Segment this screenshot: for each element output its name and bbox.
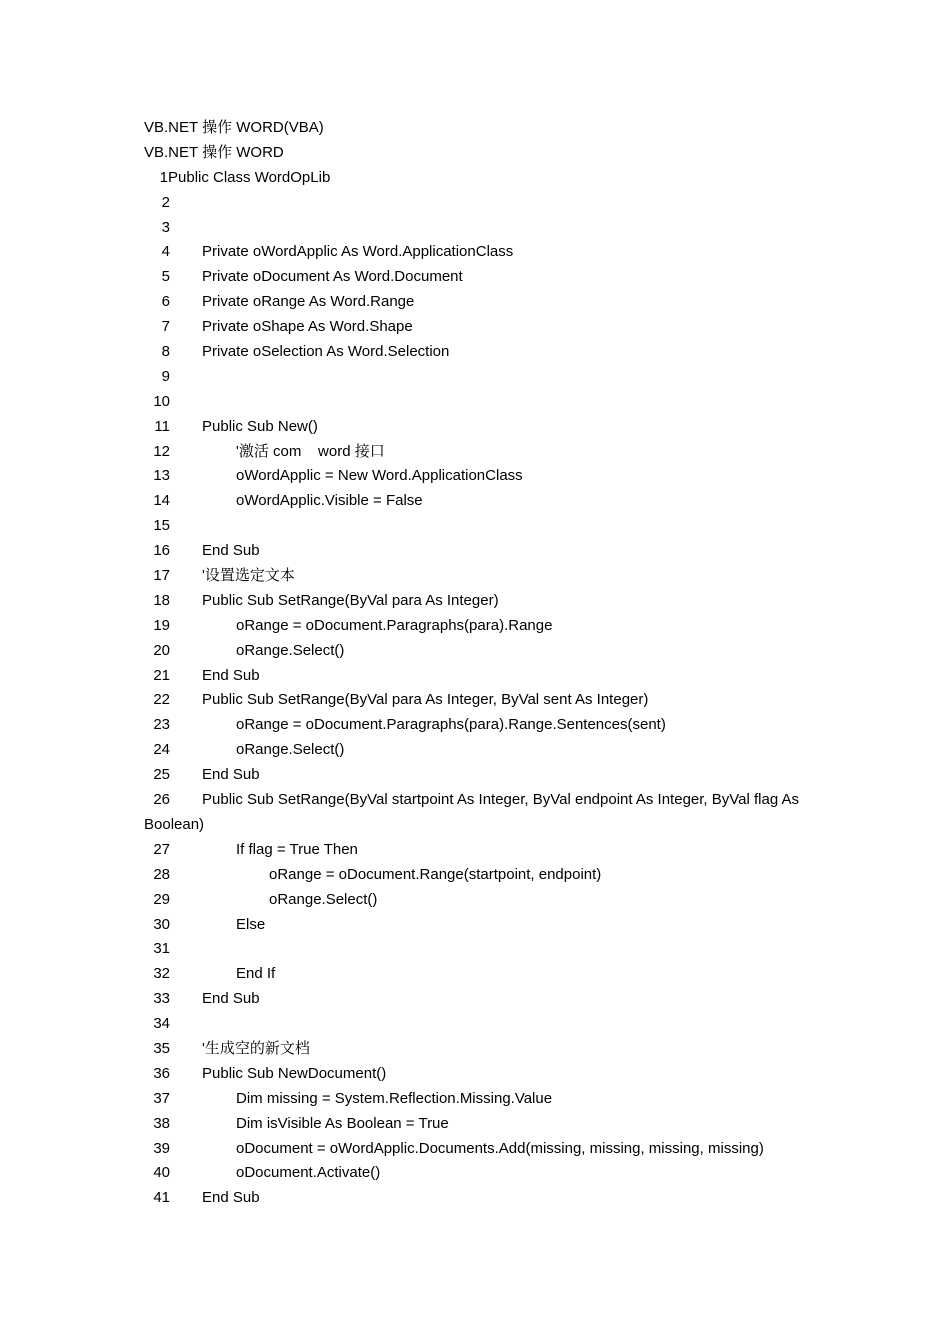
line-number: 10 <box>153 392 170 410</box>
code-line <box>144 813 824 838</box>
code-line <box>144 688 824 713</box>
line-number: 16 <box>153 542 170 560</box>
line-number: 35 <box>153 1039 170 1057</box>
line-number: 40 <box>153 1164 170 1182</box>
code-line <box>144 664 824 689</box>
code-line-text: Public Class WordOpLib <box>168 168 331 186</box>
line-number: 3 <box>161 218 170 236</box>
code-line <box>144 589 824 614</box>
code-line <box>144 240 824 265</box>
line-number: 18 <box>153 591 170 609</box>
line-number: 20 <box>153 641 170 659</box>
line-number: 29 <box>153 890 170 908</box>
code-line <box>144 962 824 987</box>
code-line-text: End Sub <box>202 990 260 1008</box>
code-line-text: oRange.Select() <box>269 890 378 908</box>
code-line-text: oDocument.Activate() <box>236 1164 381 1182</box>
code-line-text: '生成空的新文档 <box>202 1039 310 1057</box>
code-line <box>144 440 824 465</box>
code-line <box>144 987 824 1012</box>
code-line-text: Dim isVisible As Boolean = True <box>236 1114 449 1132</box>
line-number: 26 <box>153 791 170 809</box>
line-number: 7 <box>161 318 170 336</box>
line-number: 1 <box>159 168 168 186</box>
line-number: 31 <box>153 940 170 958</box>
line-number: 25 <box>153 766 170 784</box>
code-line <box>144 265 824 290</box>
code-line-text: oRange.Select() <box>236 741 345 759</box>
line-number: 22 <box>153 691 170 709</box>
code-line <box>144 464 824 489</box>
line-number: 2 <box>161 193 170 211</box>
line-number: 19 <box>153 616 170 634</box>
line-number: 30 <box>153 915 170 933</box>
code-line <box>144 788 824 813</box>
code-line <box>144 1112 824 1137</box>
code-line <box>144 863 824 888</box>
line-number: 36 <box>153 1064 170 1082</box>
line-number: 39 <box>153 1139 170 1157</box>
line-number: 38 <box>153 1114 170 1132</box>
code-line-text: oWordApplic.Visible = False <box>236 492 423 510</box>
code-line <box>144 937 824 962</box>
line-number: 32 <box>153 965 170 983</box>
code-line <box>144 216 824 241</box>
code-line-text: End If <box>236 965 276 983</box>
line-number: 33 <box>153 990 170 1008</box>
code-line-text: End Sub <box>202 766 260 784</box>
code-listing <box>144 166 824 1211</box>
line-number: 23 <box>153 716 170 734</box>
line-number: 24 <box>153 741 170 759</box>
code-line-text: Private oRange As Word.Range <box>202 293 415 311</box>
code-line-text: Public Sub SetRange(ByVal para As Integer) <box>202 591 499 609</box>
line-number: 9 <box>161 367 170 385</box>
code-line <box>144 365 824 390</box>
code-line <box>144 1186 824 1211</box>
code-line-text: Public Sub New() <box>202 417 318 435</box>
code-line <box>144 539 824 564</box>
code-line <box>144 1012 824 1037</box>
code-line-text: oRange.Select() <box>236 641 345 659</box>
code-line-text: '激活 com word 接口 <box>236 442 385 460</box>
code-line <box>144 614 824 639</box>
code-line-text: oWordApplic = New Word.ApplicationClass <box>236 467 523 485</box>
code-line-text: Dim missing = System.Reflection.Missing.Value <box>236 1089 553 1107</box>
line-number: 6 <box>161 293 170 311</box>
code-line <box>144 639 824 664</box>
code-line-text: End Sub <box>202 1189 260 1207</box>
code-line-text: Private oWordApplic As Word.ApplicationClass <box>202 243 514 261</box>
code-line-text: Public Sub SetRange(ByVal startpoint As Integer, ByVal endpoint As Integer, ByVal flag As <box>202 791 800 809</box>
code-line-text: Public Sub SetRange(ByVal para As Integer, ByVal sent As Integer) <box>202 691 649 709</box>
code-line-text: Private oDocument As Word.Document <box>202 268 463 286</box>
line-number: 12 <box>153 442 170 460</box>
code-line <box>144 713 824 738</box>
code-line-text: End Sub <box>202 666 260 684</box>
code-line <box>144 1137 824 1162</box>
line-number: 17 <box>153 567 170 585</box>
line-number: 8 <box>161 343 170 361</box>
code-line-text: oDocument = oWordApplic.Documents.Add(missing, missing, missing, missing) <box>236 1139 764 1157</box>
line-number: 15 <box>153 517 170 535</box>
code-line-text: oRange = oDocument.Range(startpoint, endpoint) <box>269 865 602 883</box>
line-number: 34 <box>153 1015 170 1033</box>
code-line <box>144 191 824 216</box>
line-number: 27 <box>153 840 170 858</box>
code-line <box>144 315 824 340</box>
code-line <box>144 838 824 863</box>
code-line-text: Else <box>236 915 266 933</box>
code-line <box>144 763 824 788</box>
code-line <box>144 290 824 315</box>
line-number: 13 <box>153 467 170 485</box>
document-content <box>144 116 824 1211</box>
code-line-text: oRange = oDocument.Paragraphs(para).Range <box>236 616 553 634</box>
code-line-text: Public Sub NewDocument() <box>202 1064 387 1082</box>
code-line <box>144 913 824 938</box>
line-number: 5 <box>161 268 170 286</box>
code-line <box>144 738 824 763</box>
code-line <box>144 166 824 191</box>
code-line-text: Private oSelection As Word.Selection <box>202 343 450 361</box>
line-number: 14 <box>153 492 170 510</box>
code-line <box>144 514 824 539</box>
code-line <box>144 1161 824 1186</box>
code-line-text: Private oShape As Word.Shape <box>202 318 413 336</box>
code-line <box>144 489 824 514</box>
code-line <box>144 390 824 415</box>
code-line <box>144 564 824 589</box>
line-number: 11 <box>154 417 170 435</box>
code-line <box>144 1062 824 1087</box>
line-number: 21 <box>153 666 170 684</box>
line-number: 28 <box>153 865 170 883</box>
code-line-text: If flag = True Then <box>236 840 358 858</box>
code-line <box>144 340 824 365</box>
code-line-text: Boolean) <box>144 815 205 833</box>
doc-title-1: VB.NET 操作 WORD(VBA) <box>144 119 324 136</box>
code-line-text: End Sub <box>202 542 260 560</box>
code-line <box>144 1087 824 1112</box>
line-number: 37 <box>153 1089 170 1107</box>
code-line-text: oRange = oDocument.Paragraphs(para).Range.Sentences(sent) <box>236 716 666 734</box>
code-line <box>144 888 824 913</box>
line-number: 4 <box>161 243 170 261</box>
code-line <box>144 415 824 440</box>
code-line-text: '设置选定文本 <box>202 567 295 585</box>
line-number: 41 <box>153 1189 170 1207</box>
doc-title-2: VB.NET 操作 WORD <box>144 143 284 161</box>
code-line <box>144 1037 824 1062</box>
